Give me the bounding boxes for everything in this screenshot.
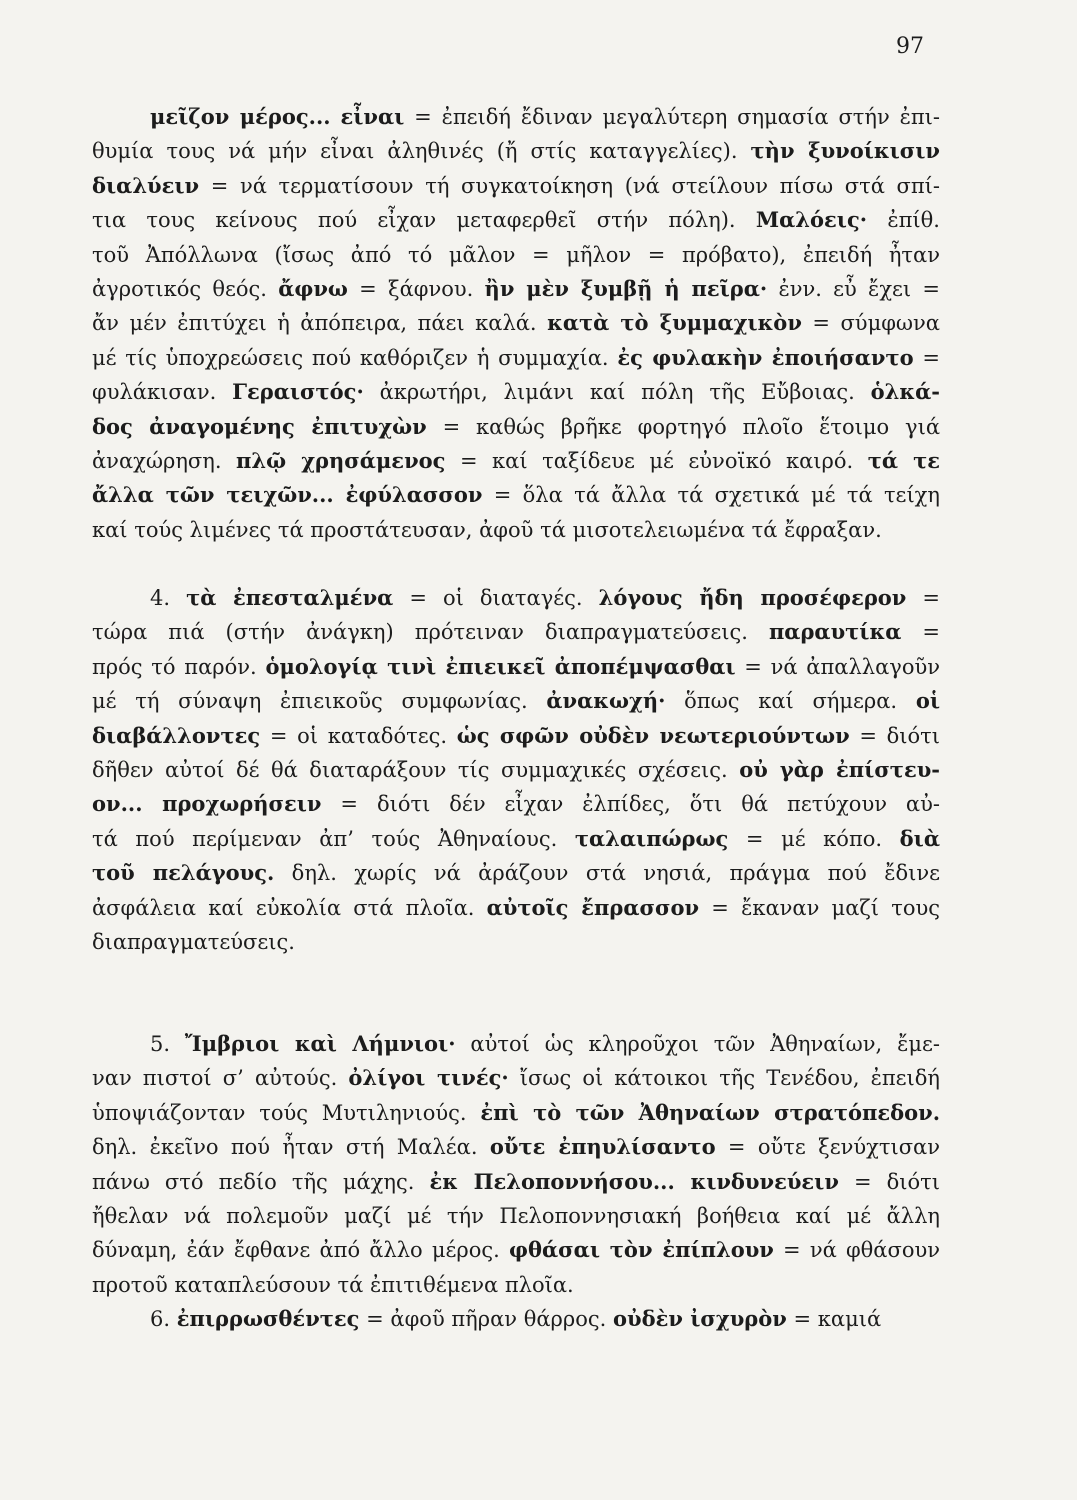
lemma-term: οὐ γὰρ ἐπίστευ- xyxy=(739,756,940,782)
text-line xyxy=(92,1268,940,1302)
text-line xyxy=(92,1027,940,1061)
gloss-text: = οἱ καταδότες. xyxy=(260,723,457,748)
gloss-text: ἐνν. εὖ ἔχει = xyxy=(767,276,940,301)
gloss-text: 4. xyxy=(150,586,187,610)
gloss-text: μέ τίς ὑποχρεώσεις πού καθόριζεν ἡ συμμαχία. xyxy=(92,345,618,370)
gloss-text: ὑποψιάζονταν τούς Μυτιληνιούς. xyxy=(92,1100,481,1125)
gloss-text: ἀσφάλεια καί εὐκολία στά πλοῖα. xyxy=(92,895,487,920)
gloss-text: ἐπίθ. xyxy=(867,208,940,233)
text-line xyxy=(92,684,940,718)
gloss-text: = xyxy=(906,586,941,610)
lemma-term: ἄλλα τῶν τειχῶν... ἐφύλασσον xyxy=(92,482,483,508)
lemma-term: οἱ xyxy=(915,688,941,714)
lemma-term: διαβάλλοντες xyxy=(92,722,261,748)
gloss-text: προτοῦ καταπλεύσουν τά ἐπιτιθέμενα πλοῖα. xyxy=(92,1272,574,1297)
gloss-text: δύναμη, ἐάν ἔφθανε ἀπό ἄλλο μέρος. xyxy=(92,1238,510,1263)
gloss-text: τά πού περίμεναν ἀπ’ τούς Ἀθηναίους. xyxy=(92,826,575,851)
gloss-text: = xyxy=(901,620,940,645)
lemma-term: ἐπὶ τὸ τῶν Ἀθηναίων στρατόπεδον. xyxy=(480,1099,941,1125)
text-line xyxy=(92,581,940,615)
lemma-term: οὔτε ἐπηυλίσαντο xyxy=(489,1134,716,1160)
lemma-term: τὴν ξυνοίκισιν xyxy=(750,138,940,164)
paragraph-commentary-6 xyxy=(92,1302,940,1336)
lemma-term: Γεραιστός· xyxy=(232,379,364,405)
lemma-term: ὁλκά- xyxy=(870,379,940,405)
paragraph-commentary-4 xyxy=(92,581,940,959)
lemma-term: δος ἀναγομένης ἐπιτυχὼν xyxy=(92,413,427,439)
lemma-term: ὡς σφῶν οὐδὲν νεωτεριούντων xyxy=(456,722,850,748)
lemma-term: ἐκ Πελοποννήσου... κινδυνεύειν xyxy=(429,1168,839,1194)
text-line xyxy=(92,1165,940,1199)
text-line xyxy=(92,272,940,306)
lemma-term: ὀλίγοι τινές· xyxy=(348,1065,509,1091)
paragraph-commentary-5 xyxy=(92,1027,940,1302)
gloss-text: 5. xyxy=(150,1032,185,1056)
text-line xyxy=(92,169,940,203)
gloss-text: ἀναχώρηση. xyxy=(92,448,237,473)
text-line xyxy=(92,925,940,959)
gloss-text: = οἱ διαταγές. xyxy=(393,586,599,610)
gloss-text: = διότι δέν εἶχαν ἐλπίδες, ὅτι θά πετύχουν αὐ- xyxy=(321,792,940,817)
gloss-text: = νά τερματίσουν τή συγκατοίκηση (νά στείλουν πίσω στά σπί- xyxy=(199,173,940,198)
gloss-text: = καί ταξίδευε μέ εὐνοϊκό καιρό. xyxy=(445,448,868,473)
paragraph-commentary-3 xyxy=(92,100,940,547)
text-line xyxy=(92,203,940,237)
text-line xyxy=(92,444,940,478)
gloss-text: αὐτοί ὡς κληροῦχοι τῶν Ἀθηναίων, ἔμε- xyxy=(455,1032,940,1056)
gloss-text: ὅπως καί σήμερα. xyxy=(665,689,916,714)
gloss-text: δῆθεν αὐτοί δέ θά διαταράξουν τίς συμμαχικές σχέσεις. xyxy=(92,757,740,782)
lemma-term: εἶναι xyxy=(340,104,405,129)
lemma-term: ἄφνω xyxy=(278,275,348,301)
gloss-text xyxy=(331,105,341,129)
lemma-term: πλῷ χρησάμενος xyxy=(236,447,446,473)
lemma-term: κατὰ τὸ ξυμμαχικὸν xyxy=(547,310,802,336)
lemma-term: αὐτοῖς ἔπρασσον xyxy=(486,894,700,920)
lemma-term: παραυτίκα xyxy=(768,619,902,645)
gloss-text: καί τούς λιμένες τά προστάτευσαν, ἀφοῦ τά μισοτελειωμένα τά ἔφραξαν. xyxy=(92,517,882,542)
text-line xyxy=(92,100,940,134)
lemma-term: οὐδὲν ἰσχυρὸν xyxy=(613,1306,787,1331)
text-line xyxy=(92,787,940,821)
text-line xyxy=(92,238,940,272)
gloss-text: ναν πιστοί σ’ αὐτούς. xyxy=(92,1066,349,1091)
text-line xyxy=(92,478,940,512)
gloss-text: δηλ. χωρίς νά ἀράζουν στά νησιά, πράγμα πού ἔδινε xyxy=(274,861,940,886)
gloss-text: = ὅλα τά ἄλλα τά σχετικά μέ τά τείχη xyxy=(482,483,940,508)
page-number: 97 xyxy=(896,34,924,59)
lemma-term: φθάσαι τὸν ἐπίπλουν xyxy=(509,1237,774,1263)
lemma-term: Μαλόεις· xyxy=(755,207,868,233)
text-line xyxy=(92,822,940,856)
lemma-term: ον... προχωρήσειν xyxy=(92,791,322,817)
lemma-term: ταλαιπώρως xyxy=(574,825,729,851)
gloss-text: = σύμφωνα xyxy=(801,311,940,336)
gloss-text: = διότι xyxy=(849,723,941,748)
lemma-term: τὰ ἐπεσταλμένα xyxy=(186,585,394,610)
gloss-text: ἀγροτικός θεός. xyxy=(92,276,279,301)
text-line xyxy=(92,410,940,444)
lemma-term: ὁμολογίᾳ τινὶ ἐπιεικεῖ ἀποπέμψασθαι xyxy=(265,653,736,679)
gloss-text: = διότι xyxy=(838,1169,940,1194)
gloss-text: = νά φθάσουν xyxy=(773,1238,940,1263)
text-line xyxy=(92,1061,940,1095)
gloss-text: διαπραγματεύσεις. xyxy=(92,929,295,954)
text-line xyxy=(92,1233,940,1267)
gloss-text: μέ τή σύναψη ἐπιεικοῦς συμφωνίας. xyxy=(92,689,547,714)
text-line xyxy=(92,891,940,925)
gloss-text: ἀκρωτήρι, λιμάνι καί πόλη τῆς Εὔβοιας. xyxy=(363,380,871,405)
gloss-text: = ἐπειδή ἔδιναν μεγαλύτερη σημασία στήν ἐπι- xyxy=(404,105,940,129)
gloss-text: δηλ. ἐκεῖνο πού ἦταν στή Μαλέα. xyxy=(92,1135,490,1160)
text-line xyxy=(92,306,940,340)
text-line xyxy=(92,1096,940,1130)
lemma-term: ἢν μὲν ξυμβῇ ἡ πεῖρα· xyxy=(484,275,768,301)
gloss-text: φυλάκισαν. xyxy=(92,380,233,405)
gloss-text: = καθώς βρῆκε φορτηγό πλοῖο ἕτοιμο γιά xyxy=(426,414,940,439)
text-line xyxy=(92,375,940,409)
lemma-term: διὰ xyxy=(899,825,940,851)
lemma-term: ἐς φυλακὴν ἐποιήσαντο xyxy=(617,344,914,370)
gloss-text: ἤθελαν νά πολεμοῦν μαζί μέ τήν Πελοποννησιακή βοήθεια καί μέ ἄλλη xyxy=(92,1203,940,1228)
text-line xyxy=(92,753,940,787)
gloss-text: θυμία τους νά μήν εἶναι ἀληθινές (ἤ στίς καταγγελίες). xyxy=(92,139,751,164)
text-line xyxy=(92,341,940,375)
lemma-term: τά τε xyxy=(867,447,941,473)
lemma-term: λόγους ἤδη προσέφερον xyxy=(598,585,907,610)
text-line xyxy=(92,615,940,649)
text-line xyxy=(92,719,940,753)
gloss-text: = νά ἀπαλλαγοῦν xyxy=(735,654,940,679)
gloss-text: πάνω στό πεδίο τῆς μάχης. xyxy=(92,1169,430,1194)
lemma-term: ἀνακωχή· xyxy=(546,688,666,714)
lemma-term: διαλύειν xyxy=(92,172,200,198)
text-line xyxy=(92,134,940,168)
gloss-text: ἴσως οἱ κάτοικοι τῆς Τενέδου, ἐπειδή xyxy=(508,1066,940,1091)
text-line xyxy=(92,650,940,684)
gloss-text: ἄν μέν ἐπιτύχει ἡ ἀπόπειρα, πάει καλά. xyxy=(92,311,548,336)
gloss-text: = ἀφοῦ πῆραν θάρρος. xyxy=(359,1307,614,1331)
lemma-term: ἐπιρρωσθέντες xyxy=(176,1306,360,1331)
lemma-term: μεῖζον μέρος... xyxy=(150,104,331,129)
gloss-text: τώρα πιά (στήν ἀνάγκη) πρότειναν διαπραγματεύσεις. xyxy=(92,620,769,645)
gloss-text: = xyxy=(913,345,940,370)
gloss-text: = ἔκαναν μαζί τους xyxy=(699,895,940,920)
gloss-text: = οὔτε ξενύχτισαν xyxy=(715,1135,940,1160)
gloss-text: = καμιά xyxy=(786,1307,882,1331)
text-line xyxy=(92,1302,940,1336)
lemma-term: Ἴμβριοι καὶ Λήμνιοι· xyxy=(184,1031,456,1056)
text-line xyxy=(92,513,940,547)
gloss-text: τια τους κείνους πού εἶχαν μεταφερθεῖ στήν πόλη). xyxy=(92,208,756,233)
text-line xyxy=(92,1199,940,1233)
gloss-text: = ξάφνου. xyxy=(347,276,485,301)
lemma-term: τοῦ πελάγους. xyxy=(92,860,275,886)
gloss-text: = μέ κόπο. xyxy=(728,826,900,851)
gloss-text: πρός τό παρόν. xyxy=(92,654,266,679)
gloss-text: τοῦ Ἀπόλλωνα (ἴσως ἀπό τό μᾶλον = μῆλον = πρόβατο), ἐπειδή ἦταν xyxy=(92,242,940,267)
text-line xyxy=(92,1130,940,1164)
text-line xyxy=(92,856,940,890)
gloss-text: 6. xyxy=(150,1307,177,1331)
